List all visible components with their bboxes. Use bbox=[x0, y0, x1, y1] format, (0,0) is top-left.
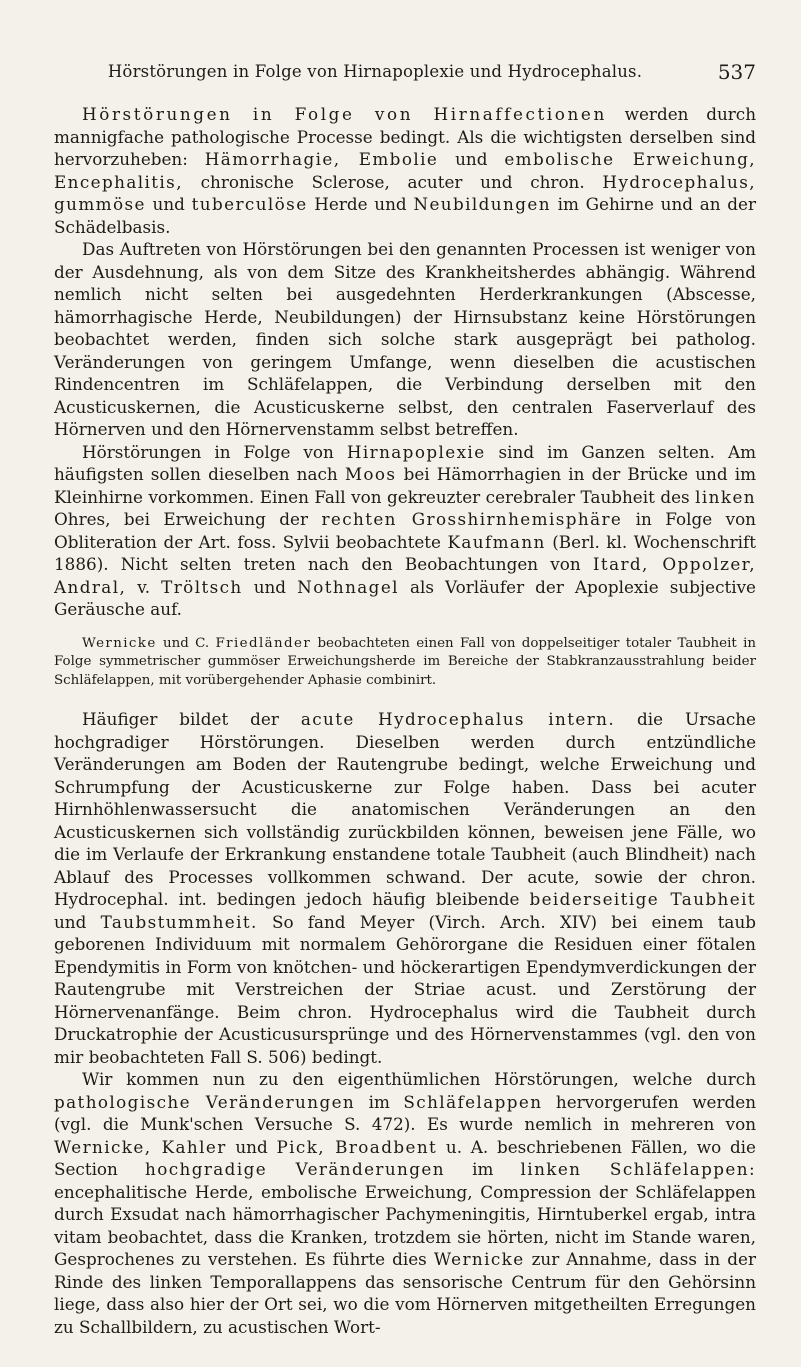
text-run: als Vorläufer der Apoplexie subjective Geräusche auf. bbox=[54, 576, 756, 619]
text-run: sind im Ganzen selten. Am häufigsten sollen dieselben nach bbox=[54, 441, 756, 484]
spaced-name: Wernicke, Kahler bbox=[54, 1136, 227, 1157]
page-header bbox=[54, 60, 756, 92]
spaced-term: rechten Grosshirnhemisphäre bbox=[321, 509, 623, 529]
spaced-term: beiderseitige Taubheit bbox=[529, 889, 757, 909]
text-run: beobachteten einen Fall von doppelseitiger totaler Taubheit in Folge symmetrischer gummöser Erweichungsherde im Bereiche der Stabkranzausstrahlung beider Schläfelappen, mit vorübergehender Aphasie combinirt. bbox=[54, 635, 756, 688]
text-run: Häufiger bildet der bbox=[82, 709, 301, 729]
spaced-term: Neubildungen bbox=[413, 194, 551, 214]
text-run: chronische Sclerose, acuter und chron. bbox=[182, 171, 603, 192]
text-run: und bbox=[242, 576, 298, 597]
main-text bbox=[54, 103, 756, 621]
text-run: bei Hämorrhagien in der Brücke und im Kleinhirne vorkommen. Einen Fall von gekreuzter cerebraler Taubheit des bbox=[54, 464, 756, 507]
text-run: hervorgerufen werden (vgl. die Munk'schen Versuche S. 472). Es wurde nemlich in mehreren von bbox=[54, 1091, 756, 1134]
paragraph-hirnaffectionen bbox=[54, 103, 756, 238]
running-title: Hörstörungen in Folge von Hirnapoplexie und Hydrocephalus. bbox=[107, 62, 643, 81]
spaced-name: Moos bbox=[344, 464, 397, 484]
text-run: Ohres, bei Erweichung der bbox=[54, 509, 322, 529]
text-run: im bbox=[444, 1159, 521, 1179]
note-paragraph bbox=[54, 635, 756, 691]
paragraph-auftreten: Das Auftreten von Hörstörungen bei den genannten Processen ist weniger von der Ausdehnung, als von dem Sitze des Krankheitsherdes abhängig. Während nemlich nicht selten bei ausgedehnten Herderkrankungen (Abscesse, hämorrhagische Herde, Neubildungen) der Hirnsubstanz keine Hörstörungen beobachtet werden, finden sich solche stark ausgeprägt bei patholog. Veränderungen von geringem Umfange, wenn dieselben die acustischen Rindencentren im Schläfelappen, die Verbindung derselben mit den Acusticuskernen, die Acusticuskerne selbst, den centralen Faserverlauf des Hörnerven und den Hörnervenstamm selbst betreffen. bbox=[54, 239, 756, 439]
spaced-term: tuberculöse bbox=[191, 194, 308, 214]
spaced-term: Hämorrhagie, Embolie bbox=[204, 149, 439, 169]
text-run: und bbox=[438, 149, 505, 169]
spaced-name: Friedländer bbox=[215, 635, 312, 651]
text-run: und bbox=[54, 911, 101, 932]
spaced-term: pathologische Veränderungen bbox=[54, 1091, 356, 1112]
text-run: werden durch mannigfache pathologische Processe bedingt. Als die wichtigsten derselben sind hervorzuheben: bbox=[54, 104, 757, 169]
text-run: u. A. beschriebenen Fällen, wo die Section bbox=[54, 1136, 756, 1179]
spaced-term: Hydrocephalus, gummöse bbox=[54, 171, 756, 214]
spaced-name: Wernicke bbox=[433, 1249, 525, 1269]
text-run: und bbox=[226, 1136, 277, 1157]
spaced-name: Kaufmann bbox=[447, 531, 546, 552]
spaced-name: Itard, Oppolzer, Andral, bbox=[54, 554, 756, 597]
text-run: encephalitische Herde, embolische Erweichung, Compression der Schläfelappen durch Exsudat nach hämorrhagischer Pachymeningitis, Hirntuberkel ergab, intra vitam beobachtet, dass die Kranken, trotzdem sie hörten, nicht im Stande waren, Gesprochenes zu verstehen. Es führte dies bbox=[54, 1181, 756, 1269]
text-run: im bbox=[355, 1091, 404, 1112]
text-run: Hörstörungen in Folge von bbox=[82, 441, 347, 462]
spaced-term: Hirnapoplexie bbox=[346, 441, 486, 462]
spaced-term: Hörstörungen in Folge von Hirnaffectionen bbox=[82, 104, 607, 124]
text-run: Herde und bbox=[307, 194, 414, 214]
page-body bbox=[54, 103, 756, 1338]
spaced-term: Taubstummheit. bbox=[100, 911, 258, 932]
spaced-term: linken bbox=[695, 486, 756, 507]
small-print-note bbox=[54, 635, 756, 691]
spaced-term: acute Hydrocephalus intern. bbox=[300, 709, 616, 729]
paragraph-hydrocephalus bbox=[54, 708, 756, 1068]
spaced-term: hochgradige Veränderungen bbox=[145, 1159, 445, 1179]
text-run: zur Annahme, dass in der Rinde des linken Temporallappens das sensorische Centrum für den Gehörsinn liege, dass also hier der Ort sei, wo die vom Hörnerven mitgetheilten Erregungen zu Schallbildern, zu acustischen Wort- bbox=[54, 1249, 756, 1337]
text-run: die Ursache hochgradiger Hörstörungen. Dieselben werden durch entzündliche Veränderungen am Boden der Rautengrube bedingt, welche Erweichung und Schrumpfung der Acusticuskerne zur Folge haben. Dass bei acuter Hirnhöhlenwassersucht die anatomischen Veränderungen an den Acusticuskernen sich vollständig zurückbilden können, beweisen jene Fälle, wo die im Verlaufe der Erkrankung enstandene totale Taubheit (auch Blindheit) nach Ablauf des Processes vollkommen schwand. Der acute, sowie der chron. Hydrocephal. int. bedingen jedoch häufig bleibende bbox=[54, 709, 756, 909]
spaced-term: embolische Erweichung, Encephalitis, bbox=[54, 149, 756, 192]
text-run: und bbox=[145, 194, 192, 214]
text-run: v. bbox=[126, 576, 162, 597]
main-text-continued bbox=[54, 708, 756, 1338]
spaced-term: linken Schläfelappen: bbox=[520, 1159, 756, 1179]
paragraph-schlaefelappen bbox=[54, 1068, 756, 1338]
text-run: (Berl. kl. Wochenschrift 1886). Nicht selten treten nach den Beobachtungen von bbox=[54, 531, 757, 574]
text-run: So fand Meyer (Virch. Arch. XIV) bei einem taub geborenen Individuum mit normalem Gehörorgane die Residuen einer fötalen Ependymitis in Form von knötchen- und höckerartigen Ependymverdickungen der Rautengrube mit Verstreichen der Striae acust. und Zerstörung der Hörnervenanfänge. Beim chron. Hydrocephalus wird die Taubheit durch Druckatrophie der Acusticusursprünge und des Hörnervenstammes (vgl. den von mir beobachteten Fall S. 506) bedingt. bbox=[54, 911, 756, 1067]
spaced-name: Tröltsch bbox=[161, 576, 243, 597]
text-run: in Folge von Obliteration der Art. foss. Sylvii beobachtete bbox=[54, 509, 756, 552]
spaced-name: Pick, Broadbent bbox=[276, 1136, 438, 1157]
text-run: Wir kommen nun zu den eigenthümlichen Hörstörungen, welche durch bbox=[82, 1069, 756, 1089]
text-run: und C. bbox=[156, 635, 216, 651]
page-number: 537 bbox=[717, 60, 756, 84]
text-run: im Gehirne und an der Schädelbasis. bbox=[54, 194, 756, 237]
spaced-name: Nothnagel bbox=[297, 576, 399, 597]
spaced-term: Schläfelappen bbox=[403, 1091, 543, 1112]
spaced-name: Wernicke bbox=[82, 635, 157, 651]
paragraph-hirnapoplexie bbox=[54, 441, 756, 621]
